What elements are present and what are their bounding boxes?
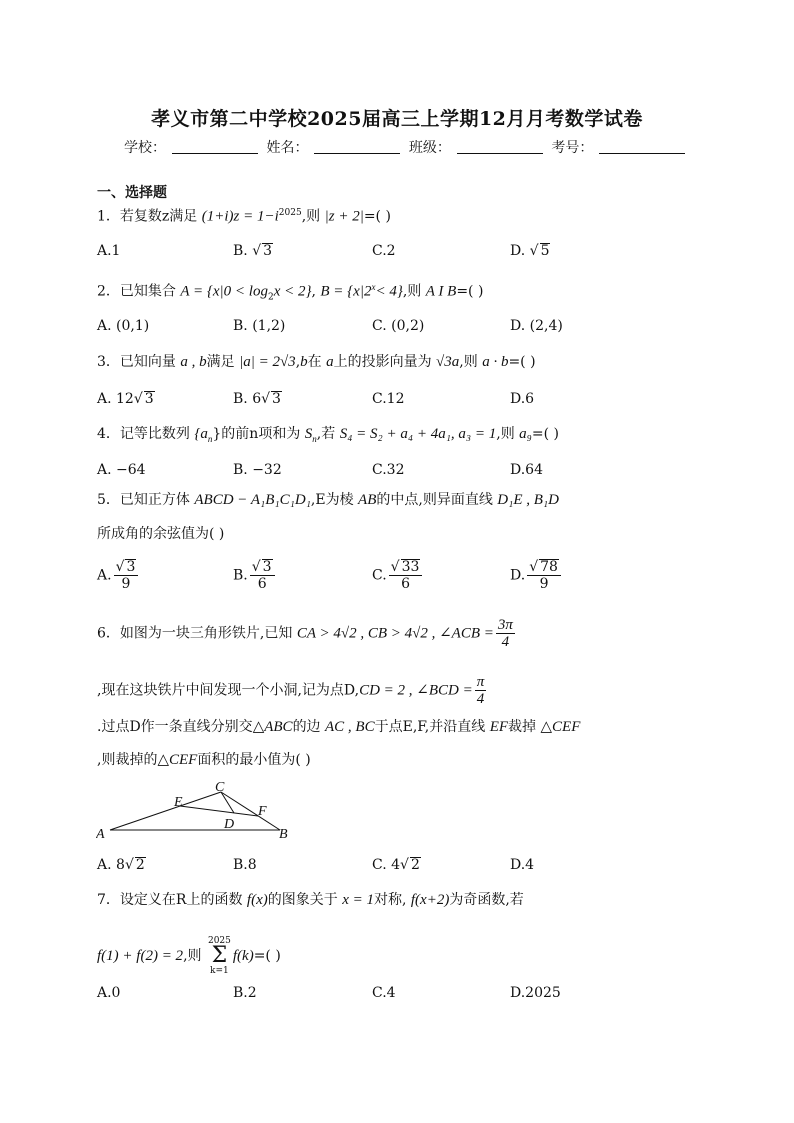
q1-option-b[interactable]: B. √ 3	[233, 243, 273, 259]
q6-option-a[interactable]: A. 8√ 2	[97, 857, 145, 873]
label-d: D	[224, 817, 235, 832]
q1-option-d[interactable]: D. √ 5	[510, 243, 550, 259]
section-heading: 一、选择题	[97, 185, 167, 201]
q2-option-d[interactable]: D. (2,4)	[510, 318, 563, 334]
question-3: 3．已知向量 a , b满足 |a| = 2√3,b在 a上的投影向量为 √3a,则 a · b=( )	[97, 354, 536, 370]
triangle-figure	[96, 780, 306, 842]
label-f: F	[258, 804, 267, 819]
q6-option-c[interactable]: C. 4√ 2	[372, 857, 420, 873]
question-2: 2．已知集合 $A = \{x|0 < \log_2x < 2\}$, $B = \{x|2^x< 4\}$,则 A I B=( )	[97, 282, 484, 303]
q3-option-c[interactable]: C.12	[372, 391, 405, 407]
q5-option-a[interactable]: A. $\frac{√ 3}{9}$	[97, 559, 140, 592]
q5-option-b[interactable]: B. $\frac{√ 3}{6}$	[233, 559, 277, 592]
q4-option-a[interactable]: A. −64	[97, 462, 146, 478]
side-ac	[110, 792, 221, 830]
q3-option-a[interactable]: A. 12√ 3	[97, 391, 154, 407]
q2-option-c[interactable]: C. (0,2)	[372, 318, 425, 334]
student-info-row	[124, 137, 689, 157]
q6-option-d[interactable]: D.4	[510, 857, 535, 873]
q7-option-d[interactable]: D.2025	[510, 985, 561, 1001]
q1-option-c[interactable]: C.2	[372, 243, 396, 259]
question-6: 6．如图为一块三角形铁片,已知 CA > 4√2 , CB > 4√2 , ∠ACB = $\frac{3\pi}{4}$	[97, 617, 513, 650]
q7-option-b[interactable]: B.2	[233, 985, 257, 1001]
question-4: 4．记等比数列 $\{a_n\}$的前n项和为 $S_n$,若 S₄ = S₂ + a₄ + 4a₁, a₃ = 1,则 a₉=( )	[97, 426, 559, 444]
q4-option-d[interactable]: D.64	[510, 462, 543, 478]
field-class-blank[interactable]	[457, 139, 543, 154]
question-5: 5．已知正方体 ABCD − A₁B₁C₁D₁,E为棱 AB的中点,则异面直线 D₁E , B₁D	[97, 492, 559, 508]
q2-option-b[interactable]: B. (1,2)	[233, 318, 286, 334]
label-b: B	[279, 827, 288, 842]
q6-option-b[interactable]: B.8	[233, 857, 257, 873]
field-school-label: 学校：	[124, 140, 166, 156]
question-7-cont: f(1) + f(2) = 2,则 2025 Σ k=1 f(k)=( )	[97, 936, 281, 976]
line-ef	[180, 806, 258, 816]
q7-option-c[interactable]: C.4	[372, 985, 396, 1001]
question-6-cont-3: ,则裁掉的△CEF面积的最小值为( )	[97, 752, 311, 768]
field-name-label: 姓名：	[266, 140, 309, 156]
field-name-blank[interactable]	[314, 139, 400, 154]
question-1: 1．若复数z满足 $(1+i)z = 1-i^{2025}$,则 |z + 2|=( )	[97, 208, 391, 225]
field-number-label: 考号：	[551, 140, 594, 156]
label-c: C	[215, 780, 225, 795]
field-number-blank[interactable]	[599, 139, 685, 154]
field-school-blank[interactable]	[172, 139, 258, 154]
label-a: A	[96, 827, 105, 842]
q1-option-a[interactable]: A.1	[97, 243, 121, 259]
field-class-label: 班级：	[408, 140, 451, 156]
question-5-cont: 所成角的余弦值为( )	[97, 526, 225, 542]
q3-option-b[interactable]: B. 6√ 3	[233, 391, 281, 407]
question-6-cont-1: ,现在这块铁片中间发现一个小洞,记为点D,CD = 2 , ∠BCD = $\frac{\pi}{4}$	[97, 674, 485, 707]
q4-option-c[interactable]: C.32	[372, 462, 405, 478]
question-7: 7．设定义在R上的函数 f(x)的图象关于 x = 1对称, f(x+2)为奇函数,若	[97, 892, 524, 908]
question-6-cont-2: .过点D作一条直线分别交△ABC的边 AC , BC于点E,F,并沿直线 EF裁掉 △CEF	[97, 719, 581, 735]
q7-option-a[interactable]: A.0	[97, 985, 121, 1001]
segment-cd	[221, 792, 234, 813]
q2-option-a[interactable]: A. (0,1)	[97, 318, 150, 334]
page-title: 孝义市第二中学校2025届高三上学期12月月考数学试卷	[151, 108, 643, 130]
q3-option-d[interactable]: D.6	[510, 391, 535, 407]
q4-option-b[interactable]: B. −32	[233, 462, 282, 478]
label-e: E	[174, 795, 183, 810]
q5-option-d[interactable]: D. $\frac{√ 78}{9}$	[510, 559, 563, 592]
q5-option-c[interactable]: C. $\frac{√ 33}{6}$	[372, 559, 424, 592]
